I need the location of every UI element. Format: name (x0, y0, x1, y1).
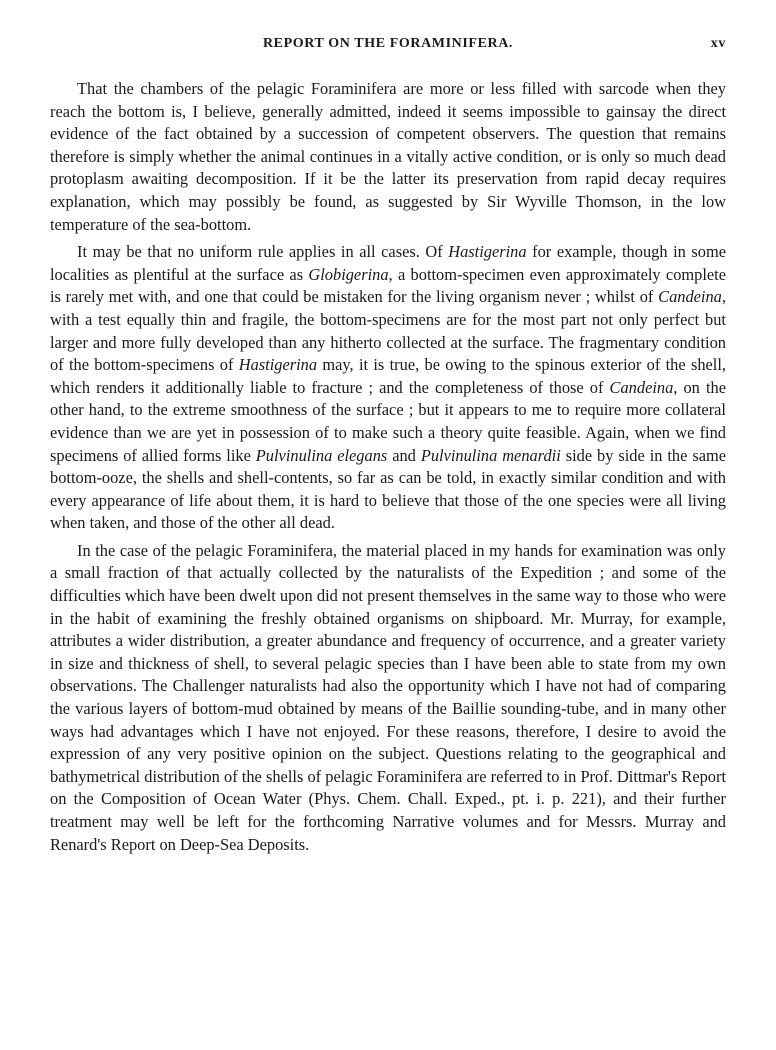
page (50, 30, 726, 856)
italic-term: Hastigerina (448, 242, 527, 262)
italic-term: Candeina (609, 377, 674, 397)
text-run: and (387, 445, 421, 465)
italic-term: Hastigerina (238, 355, 318, 375)
text-run: , on the other hand, to the extreme smoothness of the surface ; but it appears to me to require more collateral evidence than we are yet in possession of to make such a theory quite feasible. Again, when we find specimens of allied forms like (50, 377, 726, 465)
paragraph (50, 78, 726, 236)
italic-term: Globigerina (308, 264, 389, 284)
text-run: That the chambers of the pelagic Foraminifera are more or less filled with sarcode when they reach the bottom is, I believe, generally admitted, indeed it seems impossible to gainsay the direct evidence of the fact obtained by a succession of competent observers. The question that remains therefore is simply whether the animal continues in a vitally active condition, or is only so much dead protoplasm awaiting decomposition. If it be the latter its preservation from rapid decay requires explanation, which may possibly be found, as suggested by Sir Wyville Thomson, in the low temperature of the sea-bottom. (50, 79, 726, 234)
italic-term: Pulvinulina menardii (420, 445, 561, 465)
text-run: side by side in the same bottom-ooze, the shells and shell-contents, so far as can be told, in exactly similar condition and with every appearance of life about them, it is hard to believe that those of the one species were all living when taken, and those of the other all dead. (50, 445, 726, 533)
text-run: In the case of the pelagic Foraminifera, the material placed in my hands for examination was only a small fraction of that actually collected by the naturalists of the Expedition ; and some of the difficulties which have been dwelt upon did not present themselves in the same way to those who were in the habit of examining the freshly obtained organisms on shipboard. Mr. Murray, for example, attributes a wider distribution, a greater abundance and frequency of occurrence, and a greater variety in size and thickness of shell, to several pelagic species than I have been able to state from my own observations. The Challenger naturalists had also the opportunity which I have not had of comparing the various layers of bottom-mud obtained by means of the Baillie sounding-tube, and in many other ways had advantages which I have not enjoyed. For these reasons, therefore, I desire to avoid the expression of any very positive opinion on the subject. Questions relating to the geographical and bathymetrical distribution of the shells of pelagic Foraminifera are referred to in Prof. Dittmar's Report on the Composition of Ocean Water (Phys. Chem. Chall. Exped., pt. i. p. 221), and their further treatment may well be left for the forthcoming Narrative volumes and for Messrs. Murray and Renard's Report on Deep-Sea Deposits. (50, 540, 726, 854)
text-run: It may be that no uniform rule applies in all cases. Of (77, 242, 449, 262)
italic-term: Pulvinulina elegans (255, 445, 388, 465)
page-header (50, 30, 726, 56)
text-run: , a bottom-specimen even approximately complete is rarely met with, and one that could be mistaken for the living organism never ; whilst of (50, 264, 726, 307)
page-number: xv (710, 36, 726, 51)
text-run: for example, though in some localities as plentiful at the surface as (50, 242, 727, 284)
paragraph (50, 241, 726, 535)
text-run: may, it is true, be owing to the spinous exterior of the shell, which renders it additionally liable to fracture ; and the completeness of those of (50, 355, 727, 397)
text-run: , with a test equally thin and fragile, the bottom-specimens are for the most part not only perfect but larger and more fully developed than any hitherto collected at the surface. The fragmentary condition of the bottom-specimens of (50, 287, 726, 375)
running-title: REPORT ON THE FORAMINIFERA. (262, 36, 514, 51)
italic-term: Candeina (658, 287, 722, 307)
paragraph (50, 540, 726, 856)
body-text (50, 78, 726, 856)
